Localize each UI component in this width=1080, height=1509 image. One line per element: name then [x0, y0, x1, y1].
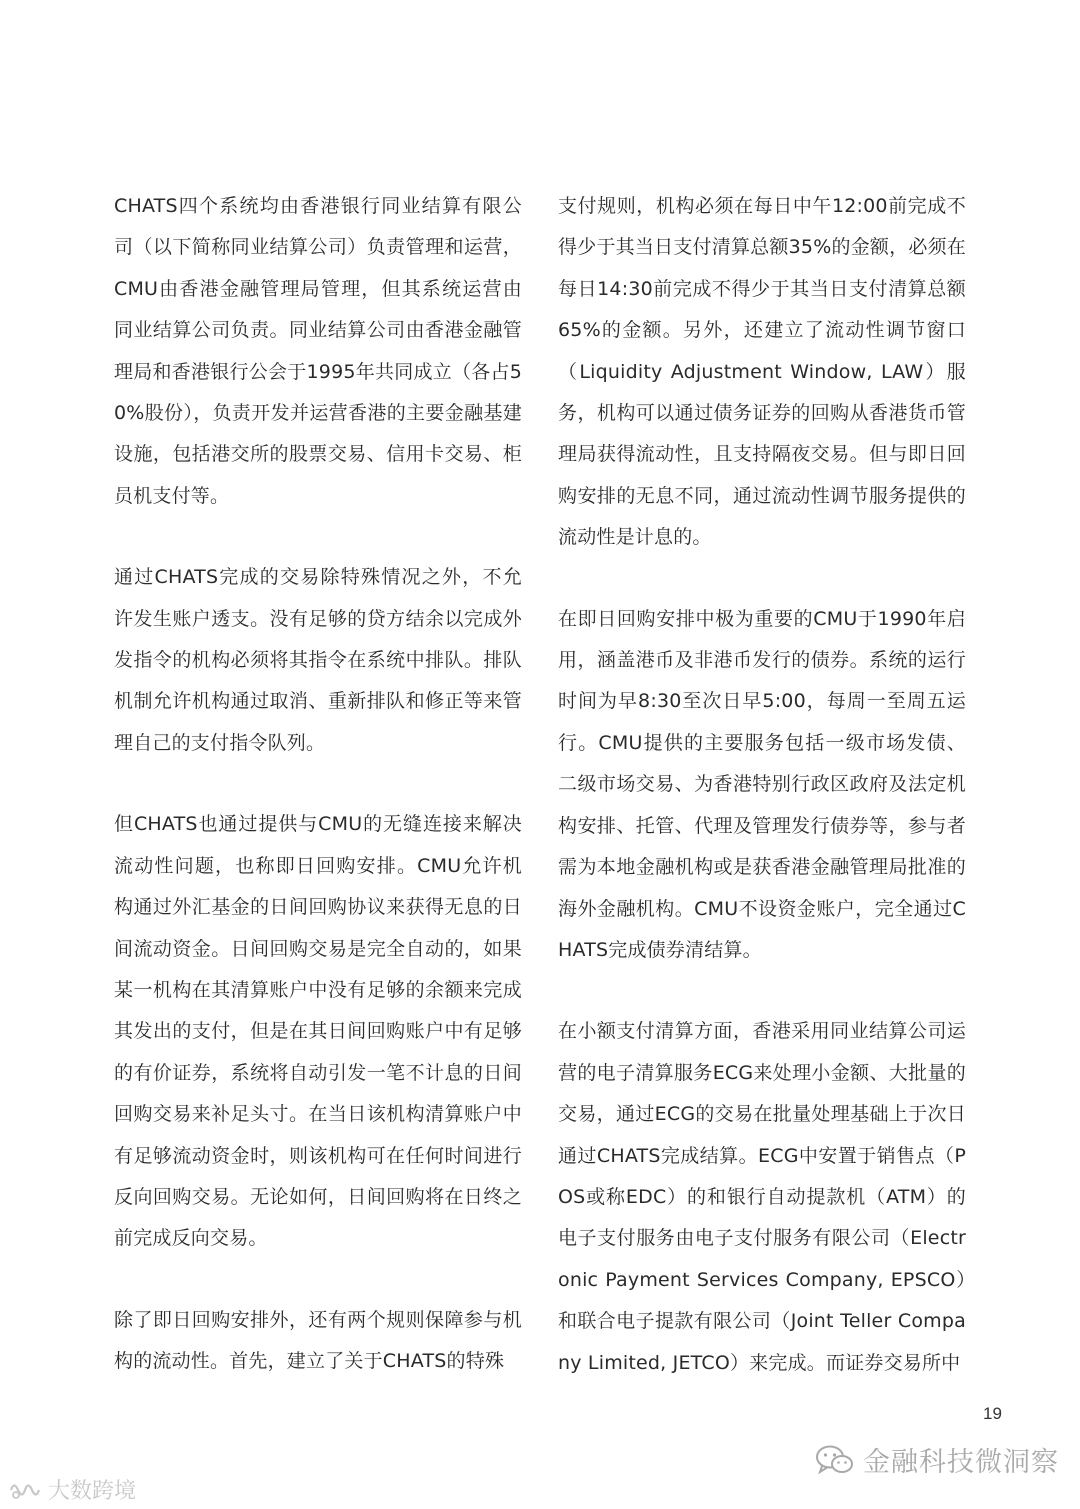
- right-column: [558, 186, 966, 1424]
- paragraph: 支付规则，机构必须在每日中午12:00前完成不得少于其当日支付清算总额35%的金额，必须在每日14:30前完成不得少于其当日支付清算总额65%的金额。另外，还建立了流动性调节窗口（Liquidity Adjustment Window, LAW）服务，机构可以通过债务证券的回购从香港货币管理局获得流动性，且支持隔夜交易。但与即日回购安排的无息不同，通过流动性调节服务提供的流动性是计息的。: [558, 195, 966, 549]
- page-number: 19: [983, 1404, 1002, 1423]
- paragraph: CHATS四个系统均由香港银行同业结算有限公司（以下简称同业结算公司）负责管理和运营，CMU由香港金融管理局管理，但其系统运营由同业结算公司负责。同业结算公司由香港金融管理局和香港银行公会于1995年共同成立（各占50%股份），负责开发并运营香港的主要金融基建设施，包括港交所的股票交易、信用卡交易、柜员机支付等。: [114, 195, 522, 507]
- watermark-right-text: 金融科技微洞察: [863, 1447, 1059, 1478]
- paragraph: 在即日回购安排中极为重要的CMU于1990年启用，涵盖港币及非港币发行的债券。系统的运行时间为早8:30至次日早5:00，每周一至周五运行。CMU提供的主要服务包括一级市场发债、二级市场交易、为香港特别行政区政府及法定机构安排、托管、代理及管理发行债券等，参与者需为本地金融机构或是获香港金融管理局批准的海外金融机构。CMU不设资金账户，完全通过CHATS完成债券清结算。: [558, 607, 966, 961]
- watermark-left: [8, 1474, 136, 1505]
- left-column: [114, 186, 522, 1423]
- paragraph: 但CHATS也通过提供与CMU的无缝连接来解决流动性问题，也称即日回购安排。CMU允许机构通过外汇基金的日间回购协议来获得无息的日间流动资金。日间回购交易是完全自动的，如果某一机构在其清算账户中没有足够的余额来完成其发出的支付，但是在其日间回购账户中有足够的有价证券，系统将自动引发一笔不计息的日间回购交易来补足头寸。在当日该机构清算账户中有足够流动资金时，则该机构可在任何时间进行反向回购交易。无论如何，日间回购将在日终之前完成反向交易。: [114, 813, 522, 1250]
- paragraph: 通过CHATS完成的交易除特殊情况之外，不允许发生账户透支。没有足够的贷方结余以完成外发指令的机构必须将其指令在系统中排队。排队机制允许机构通过取消、重新排队和修正等来管理自己的支付指令队列。: [114, 566, 522, 754]
- sound-wave-logo-icon: [8, 1479, 42, 1501]
- paragraph: 在小额支付清算方面，香港采用同业结算公司运营的电子清算服务ECG来处理小金额、大批量的交易，通过ECG的交易在批量处理基础上于次日通过CHATS完成结算。ECG中安置于销售点（POS或称EDC）的和银行自动提款机（ATM）的电子支付服务由电子支付服务有限公司（Electronic Payment Services Company, EPSCO）和联合电子提款有限公司（Joint Teller Company Limited, JETCO）来完成。而证券交易所中: [558, 1020, 966, 1374]
- paragraph: 除了即日回购安排外，还有两个规则保障参与机构的流动性。首先，建立了关于CHATS的特殊: [114, 1308, 522, 1373]
- wechat-icon: [815, 1444, 855, 1476]
- watermark-left-text: 大数跨境: [48, 1479, 137, 1504]
- watermark-right: [815, 1440, 1059, 1479]
